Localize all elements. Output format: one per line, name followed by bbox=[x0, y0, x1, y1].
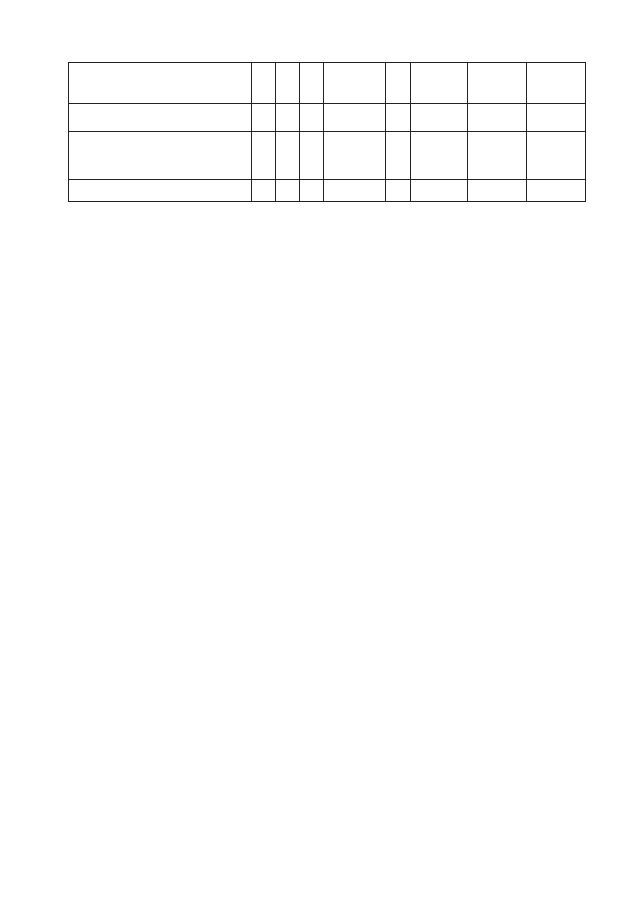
header-year-1 bbox=[411, 63, 468, 104]
cell-year-3 bbox=[527, 132, 586, 180]
cell-year-1 bbox=[411, 180, 468, 202]
cell-section bbox=[276, 132, 300, 180]
cell-year-1 bbox=[411, 132, 468, 180]
budget-table bbox=[68, 62, 586, 202]
header-year-3 bbox=[527, 63, 586, 104]
cell-name bbox=[69, 104, 252, 132]
cell-expense-type bbox=[386, 132, 411, 180]
cell-section bbox=[276, 180, 300, 202]
cell-year-3 bbox=[527, 180, 586, 202]
cell-expense-type bbox=[386, 180, 411, 202]
cell-section bbox=[276, 104, 300, 132]
header-name bbox=[69, 63, 252, 104]
table-header-row bbox=[69, 63, 586, 104]
header-target-article bbox=[324, 63, 386, 104]
header-subsection bbox=[300, 63, 324, 104]
cell-year-3 bbox=[527, 104, 586, 132]
header-section bbox=[276, 63, 300, 104]
cell-subsection bbox=[300, 180, 324, 202]
table-row bbox=[69, 104, 586, 132]
cell-expense-type bbox=[386, 104, 411, 132]
cell-subsection bbox=[300, 104, 324, 132]
cell-chapter bbox=[252, 104, 276, 132]
cell-target-article bbox=[324, 104, 386, 132]
table-row bbox=[69, 132, 586, 180]
cell-year-2 bbox=[468, 132, 527, 180]
budget-sheet bbox=[68, 62, 585, 202]
table-row bbox=[69, 180, 586, 202]
header-expense-type bbox=[386, 63, 411, 104]
cell-year-2 bbox=[468, 180, 527, 202]
cell-subsection bbox=[300, 132, 324, 180]
cell-target-article bbox=[324, 132, 386, 180]
cell-target-article bbox=[324, 180, 386, 202]
cell-name bbox=[69, 132, 252, 180]
cell-year-2 bbox=[468, 104, 527, 132]
header-chapter bbox=[252, 63, 276, 104]
table-body bbox=[69, 104, 586, 202]
cell-chapter bbox=[252, 180, 276, 202]
cell-chapter bbox=[252, 132, 276, 180]
cell-name bbox=[69, 180, 252, 202]
cell-year-1 bbox=[411, 104, 468, 132]
header-year-2 bbox=[468, 63, 527, 104]
